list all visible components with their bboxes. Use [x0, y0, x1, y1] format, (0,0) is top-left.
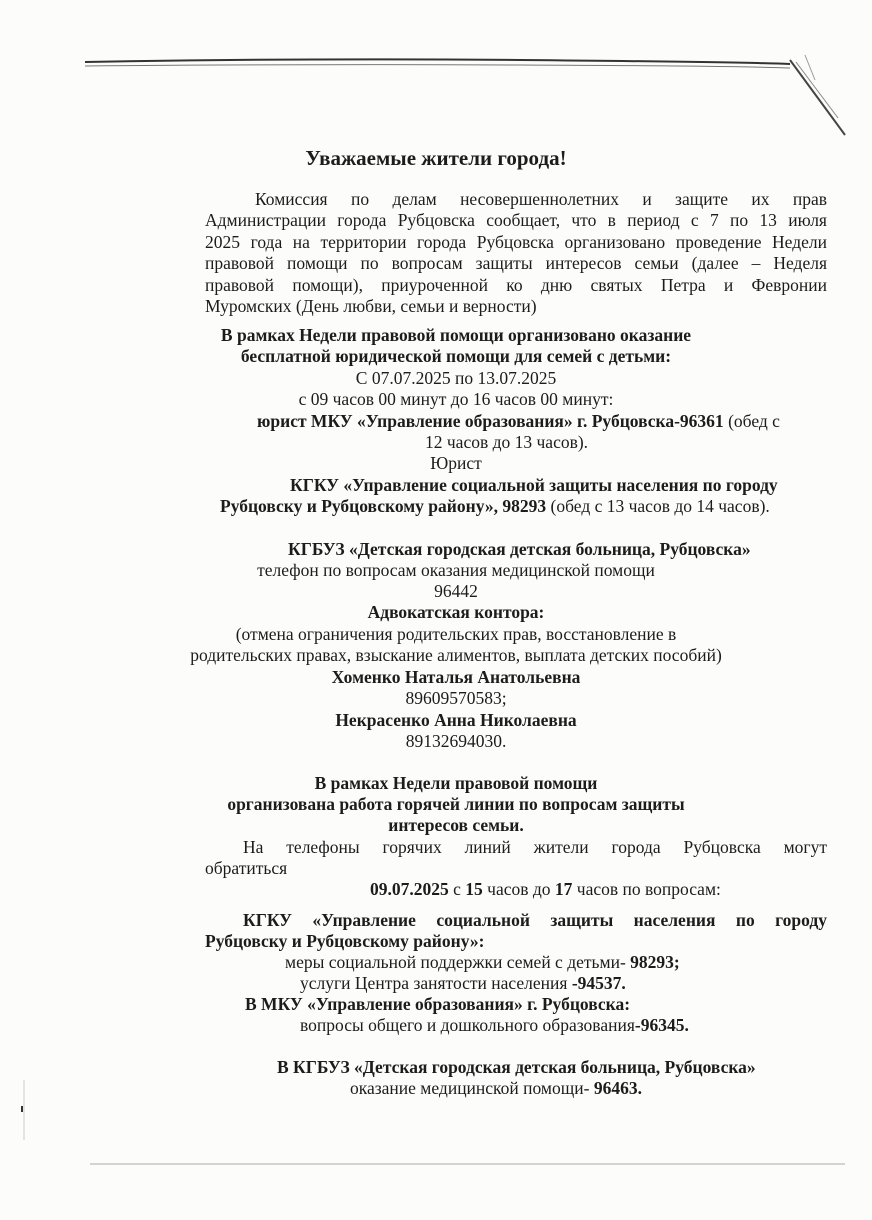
hotline-date: 09.07.2025 с 15 часов до 17 часов по вопросам: [370, 879, 721, 899]
advocate-name: Некрасенко Анна Николаевна [335, 710, 577, 730]
section2-heading: организована работа горячей линии по вопросам защиты [227, 794, 685, 814]
scan-edge-left [14, 1020, 34, 1220]
advocate-name: Хоменко Наталья Анатольевна [331, 667, 581, 687]
section2-heading: интересов семьи. [388, 815, 524, 835]
section1-heading: В рамках Недели правовой помощи организовано оказание [220, 325, 692, 345]
hotline-item: оказание медицинской помощи- 96463. [350, 1078, 642, 1098]
lawyer-label: Юрист [430, 453, 482, 473]
section1-dates: С 07.07.2025 по 13.07.2025 [355, 368, 557, 388]
section1-hours: с 09 часов 00 минут до 16 часов 00 минут: [298, 389, 614, 409]
hotline-date-value: 09.07.2025 [370, 879, 449, 899]
intro-line: правовой помощи по вопросам защиты интересов семьи (далее – Неделя [205, 253, 827, 273]
scan-edge-bottom [0, 1150, 872, 1190]
hotline-end-hour: 17 [554, 879, 573, 899]
hotline-item: меры социальной поддержки семей с детьми- 98293; [285, 952, 680, 972]
hospital-desc: телефон по вопросам оказания медицинской помощи [257, 560, 655, 580]
kgku-phone: Рубцовску и Рубцовскому району», 98293 [220, 496, 547, 516]
hotline-item: вопросы общего и дошкольного образования-96345. [300, 1015, 689, 1035]
intro-line: Муромских (День любви, семьи и верности) [205, 296, 537, 316]
advocate-desc: родительских правах, взыскание алиментов, выплата детских пособий) [190, 645, 722, 665]
hotline-kgku-name: Рубцовску и Рубцовскому району»: [205, 931, 485, 951]
hotline-phone: 98293; [630, 952, 680, 972]
section2-intro: обратиться [205, 858, 288, 878]
hotline-phone: -96345. [634, 1015, 689, 1035]
advocate-desc: (отмена ограничения родительских прав, восстановление в [235, 624, 677, 644]
hotline-phone: -94537. [571, 973, 626, 993]
hospital-name: КГБУЗ «Детская городская детская больница, Рубцовска» [288, 539, 751, 559]
page-title: Уважаемые жители города! [305, 146, 567, 170]
advocate-phone: 89609570583; [405, 688, 507, 708]
intro-line: правовой помощи), приуроченной ко дню святых Петра и Февронии [205, 275, 827, 295]
hotline-item: услуги Центра занятости населения -94537. [300, 973, 626, 993]
intro-line: Комиссия по делам несовершеннолетних и защите их прав [255, 189, 827, 209]
hotline-phone: 96463. [593, 1078, 642, 1098]
hotline-mku-name: В МКУ «Управление образования» г. Рубцовска: [245, 994, 631, 1014]
lawyer-mku-name: юрист МКУ «Управление образования» г. Рубцовска-96361 [257, 411, 724, 431]
hotline-start-hour: 15 [465, 879, 483, 899]
kgku-name: КГКУ «Управление социальной защиты населения по городу [290, 475, 778, 495]
section1-heading: бесплатной юридической помощи для семей с детьми: [240, 346, 672, 366]
kgku-contact [220, 495, 770, 517]
kgku-lunch: (обед с 13 часов до 14 часов). [546, 496, 770, 516]
lawyer-mku-lunch: (обед с [723, 411, 780, 431]
hotline-hospital-name: В КГБУЗ «Детская городская детская больница, Рубцовска» [277, 1057, 756, 1077]
lawyer-mku-lunch-line: 12 часов до 13 часов). [425, 432, 589, 452]
section2-heading: В рамках Недели правовой помощи [314, 773, 598, 793]
intro-line: 2025 года на территории города Рубцовска организовано проведение Недели [205, 232, 827, 252]
intro-line: Администрации города Рубцовска сообщает, что в период с 7 по 13 июля [205, 210, 827, 230]
advocate-heading: Адвокатская контора: [367, 602, 545, 622]
section2-intro: На телефоны горячих линий жители города Рубцовска могут [243, 837, 827, 857]
scan-edge-top [0, 0, 872, 140]
hotline-kgku-name: КГКУ «Управление социальной защиты населения по городу [243, 910, 827, 930]
hospital-phone: 96442 [434, 581, 478, 601]
lawyer-mku [257, 410, 780, 432]
advocate-phone: 89132694030. [405, 731, 507, 751]
